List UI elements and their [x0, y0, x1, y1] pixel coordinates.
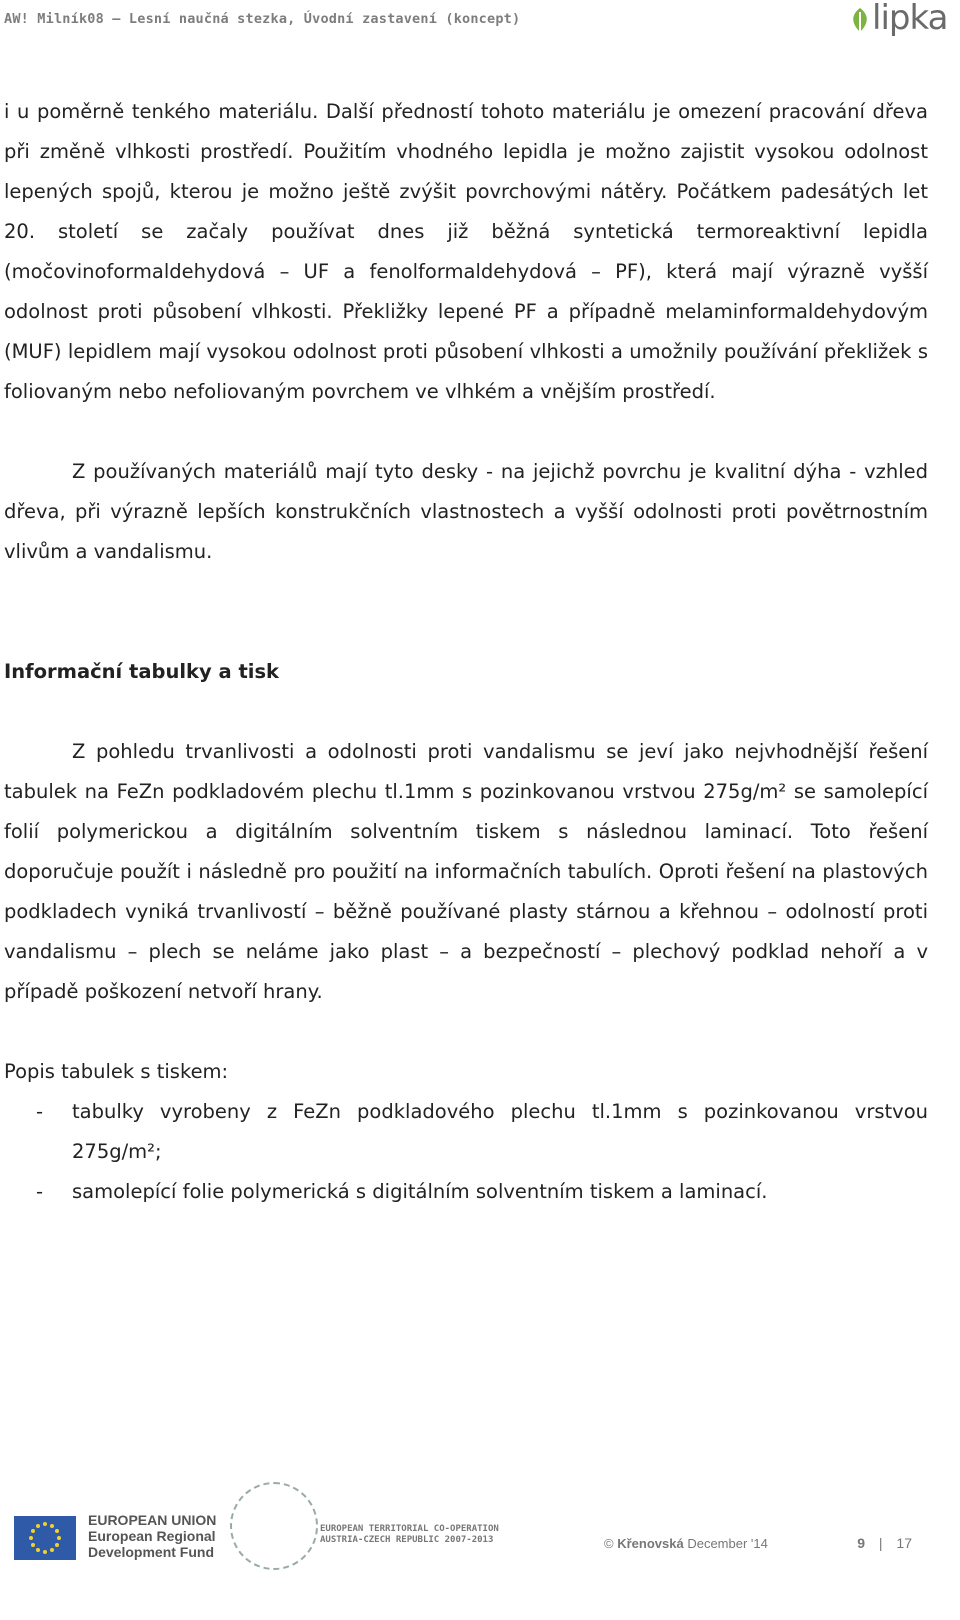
paragraph-materials: Z používaných materiálů mají tyto desky - na jejichž povrchu je kvalitní dýha - vzhled dřeva, při výrazně lepších konstrukčních vlastnostech a vyšší odolnosti proti povětrnostním vlivům a vandalismu. [4, 460, 928, 563]
list-bullet: - [36, 1100, 44, 1123]
cooperation-emblem-icon [230, 1482, 318, 1570]
page-total: 17 [896, 1535, 912, 1551]
eu-line-1: EUROPEAN UNION [88, 1512, 217, 1528]
page-separator: | [878, 1535, 883, 1551]
spacer [4, 1012, 928, 1052]
list-item [4, 1092, 928, 1172]
spacer [4, 412, 928, 452]
list-bullet: - [36, 1180, 44, 1203]
footer-credits [604, 1536, 768, 1551]
eu-flag-icon [14, 1516, 76, 1560]
coop-line-2: AUSTRIA-CZECH REPUBLIC 2007-2013 [320, 1535, 494, 1545]
etc-cooperation-logo [230, 1478, 530, 1570]
page-current: 9 [857, 1535, 865, 1551]
eu-line-2: European Regional [88, 1528, 216, 1544]
list-item [4, 1172, 928, 1212]
spacer [4, 692, 928, 732]
paragraph-signs: Z pohledu trvanlivosti a odolnosti proti vandalismu se jeví jako nejvhodnější řešení tabulek na FeZn podkladovém plechu tl.1mm s pozinkovanou vrstvou 275g/m² se samolepící folií polymerickou a digitálním solventním tiskem s následnou laminací. Toto řešení doporučuje použít i následně pro použití na informačních tabulích. Oproti řešení na plastových podkladech vyniká trvanlivostí – běžně používané plasty stárnou a křehnou – odolností proti vandalismu – plech se neláme jako plast – a bezpečností – plechový podklad nehoří a v případě poškození netvoří hrany. [4, 740, 928, 1003]
lipka-logo [846, 2, 946, 42]
cooperation-text [320, 1524, 499, 1546]
footer-date: December '14 [687, 1536, 768, 1551]
sign-description-list [4, 1092, 928, 1212]
spacer [4, 572, 928, 652]
list-item-text: tabulky vyrobeny z FeZn podkladového plechu tl.1mm s pozinkovanou vrstvou 275g/m²; [72, 1100, 928, 1163]
coop-line-1: EUROPEAN TERRITORIAL CO-OPERATION [320, 1524, 499, 1534]
logo-text: lipka [872, 0, 948, 38]
page-footer [0, 1478, 960, 1620]
section-heading: Informační tabulky a tisk [4, 660, 280, 683]
eu-line-3: Development Fund [88, 1544, 215, 1560]
list-intro: Popis tabulek s tiskem: [4, 1060, 229, 1083]
page-number [857, 1535, 912, 1551]
list-item-text: samolepící folie polymerická s digitálním solventním tiskem a laminací. [72, 1180, 768, 1203]
page-header [0, 0, 960, 46]
eu-stars-icon [14, 1516, 76, 1560]
author-name: Křenovská [617, 1536, 684, 1551]
eu-fund-label [88, 1512, 216, 1560]
copyright-icon: © [604, 1536, 614, 1551]
page-content [4, 92, 928, 1212]
document-title: AW! Milník08 – Lesní naučná stezka, Úvodní zastavení (koncept) [4, 11, 521, 27]
paragraph-plywood: i u poměrně tenkého materiálu. Další předností tohoto materiálu je omezení pracování dřeva při změně vlhkosti prostředí. Použitím vhodného lepidla je možno zajistit vysokou odolnost lepených spojů, kterou je možno ještě zvýšit povrchovými nátěry. Počátkem padesátých let 20. století se začaly používat dnes již běžná syntetická termoreaktivní lepidla (močovinoformaldehydová – UF a fenolformaldehydová – PF), která mají výrazně vyšší odolnost proti působení vlhkosti. Překližky lepené PF a případně melaminformaldehydovým (MUF) lepidlem mají vysokou odolnost proti působení vlhkosti a umožnily používání překližek s foliovaným nebo nefoliovaným povrchem ve vlhkém a vnějším prostředí. [4, 100, 928, 403]
leaf-icon [848, 6, 872, 36]
